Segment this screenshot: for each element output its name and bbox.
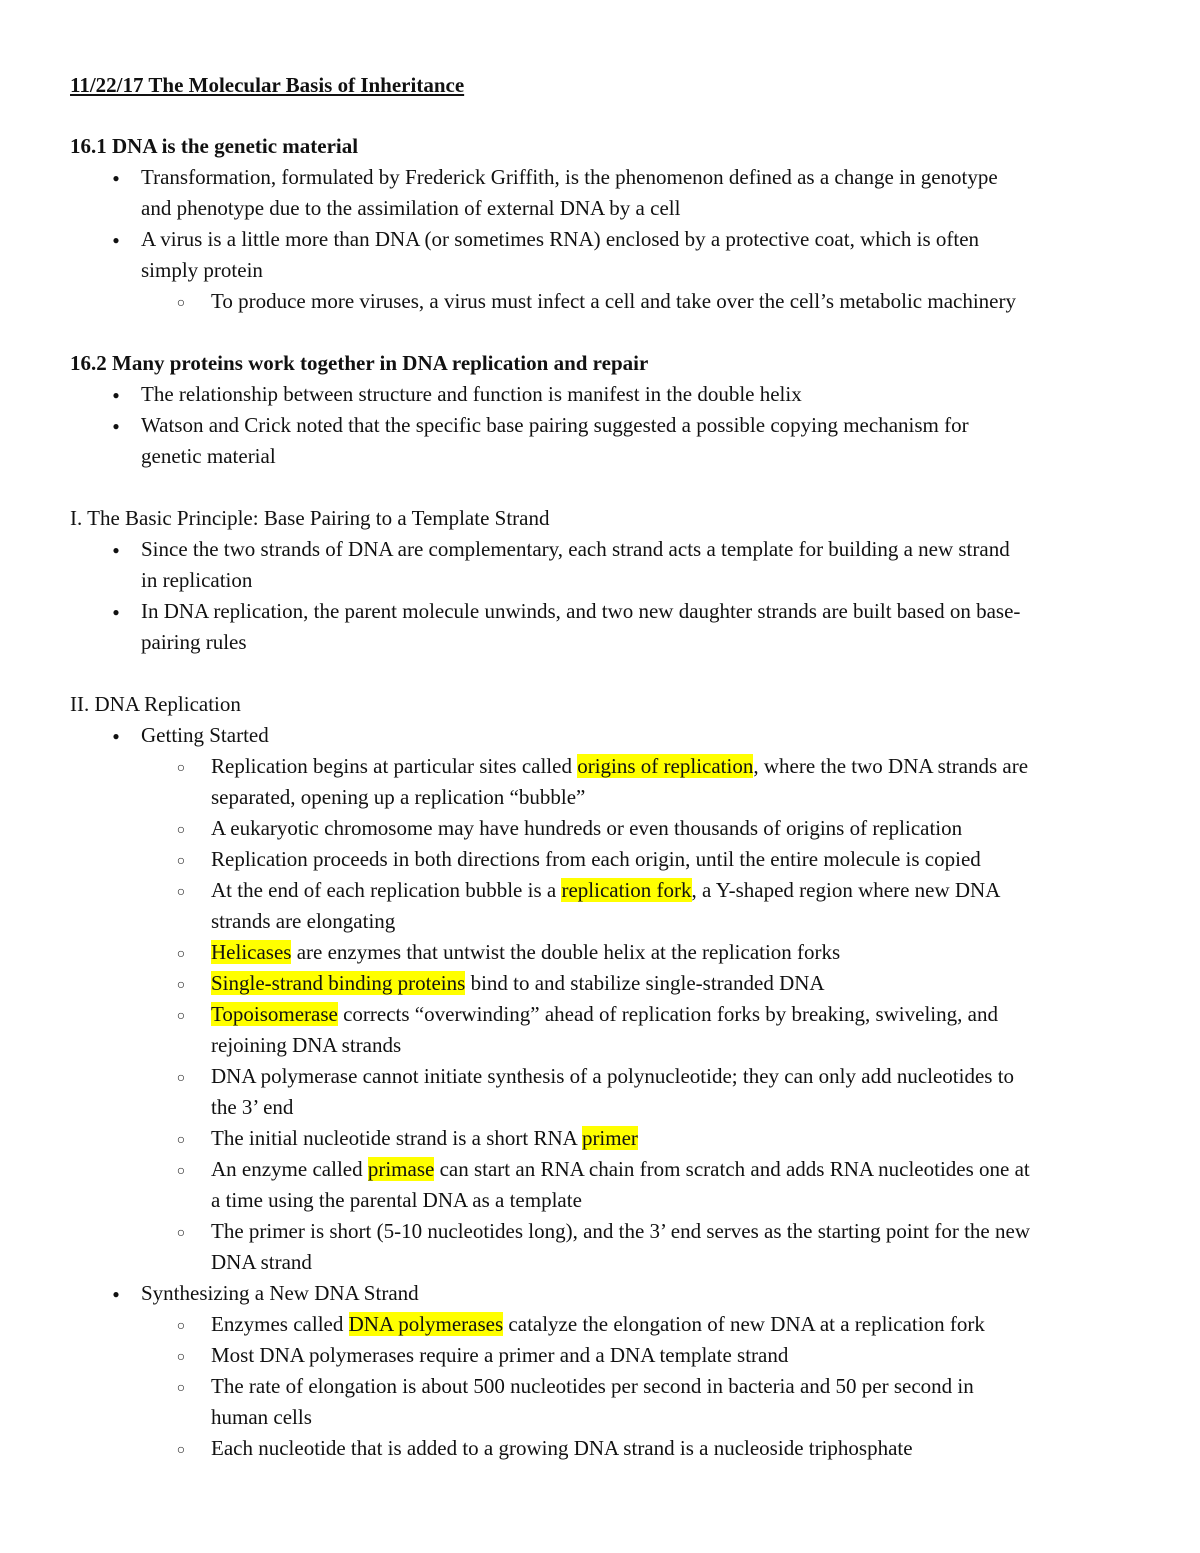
highlighted-term: replication fork [561,878,692,902]
sub-bullet-text [211,1123,638,1154]
bullet-text: The relationship between structure and function is manifest in the double helix [141,382,802,406]
highlighted-term: primer [581,1126,638,1150]
bullet-icon [108,162,124,196]
sub-bullet-icon [173,937,189,971]
sub-bullet-icon [173,1123,189,1157]
bullet-icon [108,410,124,444]
text-run: , where the two DNA strands are [753,754,1029,778]
text-run: , a Y-shaped region where new DNA [691,878,1001,902]
text-run: are enzymes that untwist the double helix at the replication forks [291,940,841,964]
bullet-text: Watson and Crick noted that the specific base pairing suggested a possible copying mechanism for [141,413,969,437]
sub-bullet-text: the 3’ end [211,1095,294,1119]
bullet-text: Synthesizing a New DNA Strand [141,1281,419,1305]
sub-bullet-text: DNA strand [211,1250,312,1274]
sub-bullet-text: A eukaryotic chromosome may have hundreds or even thousands of origins of replication [211,816,963,840]
bullet-icon [108,1278,124,1312]
sub-bullet-text [211,1154,1030,1185]
sub-bullet-icon [173,1340,189,1374]
sub-bullet-icon [173,1154,189,1188]
sub-bullet-text: The rate of elongation is about 500 nucleotides per second in bacteria and 50 per second in [211,1374,974,1398]
sub-bullet-text [211,875,1000,906]
sub-bullet-icon [173,875,189,909]
sub-bullet-text: To produce more viruses, a virus must infect a cell and take over the cell’s metabolic machinery [211,289,1016,313]
sub-bullet-icon [173,1371,189,1405]
highlighted-term: primase [367,1157,435,1181]
sub-bullet-icon [173,1309,189,1343]
sub-bullet-text [211,968,825,999]
highlighted-term: Single-strand binding proteins [211,971,466,995]
text-run: bind to and stabilize single-stranded DNA [465,971,825,995]
sub-bullet-text: The primer is short (5-10 nucleotides long), and the 3’ end serves as the starting point for the new [211,1219,1030,1243]
bullet-text: Since the two strands of DNA are complementary, each strand acts a template for building a new strand [141,537,1010,561]
sub-bullet-icon [173,1433,189,1467]
highlighted-term: Helicases [211,940,292,964]
sub-bullet-icon [173,968,189,1002]
bullet-text: A virus is a little more than DNA (or sometimes RNA) enclosed by a protective coat, which is often [141,227,980,251]
sub-bullet-text: DNA polymerase cannot initiate synthesis of a polynucleotide; they can only add nucleotides to [211,1064,1015,1088]
text-run: At the end of each replication bubble is a [211,878,562,902]
bullet-text: pairing rules [141,630,247,654]
sub-bullet-text: separated, opening up a replication “bubble” [211,785,586,809]
bullet-icon [108,720,124,754]
highlighted-term: DNA polymerases [348,1312,504,1336]
text-run: corrects “overwinding” ahead of replication forks by breaking, swiveling, and [337,1002,998,1026]
bullet-text: genetic material [141,444,276,468]
bullet-text: simply protein [141,258,263,282]
sub-bullet-icon [173,999,189,1033]
sub-bullet-icon [173,1216,189,1250]
bullet-text: in replication [141,568,253,592]
section-heading-16-1: 16.1 DNA is the genetic material [70,134,359,158]
text-run: The initial nucleotide strand is a short RNA [211,1126,582,1150]
section-heading-basic-principle: I. The Basic Principle: Base Pairing to a Template Strand [70,506,550,530]
text-run: Enzymes called [211,1312,349,1336]
sub-bullet-text [211,751,1028,782]
bullet-text: Transformation, formulated by Frederick Griffith, is the phenomenon defined as a change in genotype [141,165,998,189]
sub-bullet-icon [173,1061,189,1095]
bullet-icon [108,596,124,630]
sub-bullet-text: Replication proceeds in both directions from each origin, until the entire molecule is copied [211,847,981,871]
text-run: catalyze the elongation of new DNA at a replication fork [503,1312,985,1336]
sub-bullet-text [211,999,998,1030]
text-run: can start an RNA chain from scratch and adds RNA nucleotides one at [434,1157,1030,1181]
section-heading-16-2: 16.2 Many proteins work together in DNA replication and repair [70,351,649,375]
sub-bullet-icon [173,844,189,878]
bullet-icon [108,224,124,258]
sub-bullet-icon [173,751,189,785]
bullet-text: Getting Started [141,723,269,747]
sub-bullet-text: rejoining DNA strands [211,1033,402,1057]
sub-bullet-icon [173,286,189,320]
sub-bullet-text [211,937,840,968]
sub-bullet-icon [173,813,189,847]
bullet-text: and phenotype due to the assimilation of external DNA by a cell [141,196,681,220]
document-title: 11/22/17 The Molecular Basis of Inheritance [70,73,465,97]
highlighted-term: origins of replication [577,754,754,778]
highlighted-term: Topoisomerase [211,1002,338,1026]
bullet-text: In DNA replication, the parent molecule unwinds, and two new daughter strands are built based on base- [141,599,1021,623]
text-run: An enzyme called [211,1157,368,1181]
sub-bullet-text [211,1309,985,1340]
section-heading-dna-replication: II. DNA Replication [70,692,241,716]
bullet-icon [108,379,124,413]
text-run: Replication begins at particular sites called [211,754,578,778]
sub-bullet-text: strands are elongating [211,909,396,933]
sub-bullet-text: human cells [211,1405,312,1429]
bullet-icon [108,534,124,568]
sub-bullet-text: Most DNA polymerases require a primer and a DNA template strand [211,1343,789,1367]
sub-bullet-text: Each nucleotide that is added to a growing DNA strand is a nucleoside triphosphate [211,1436,913,1460]
sub-bullet-text: a time using the parental DNA as a template [211,1188,582,1212]
